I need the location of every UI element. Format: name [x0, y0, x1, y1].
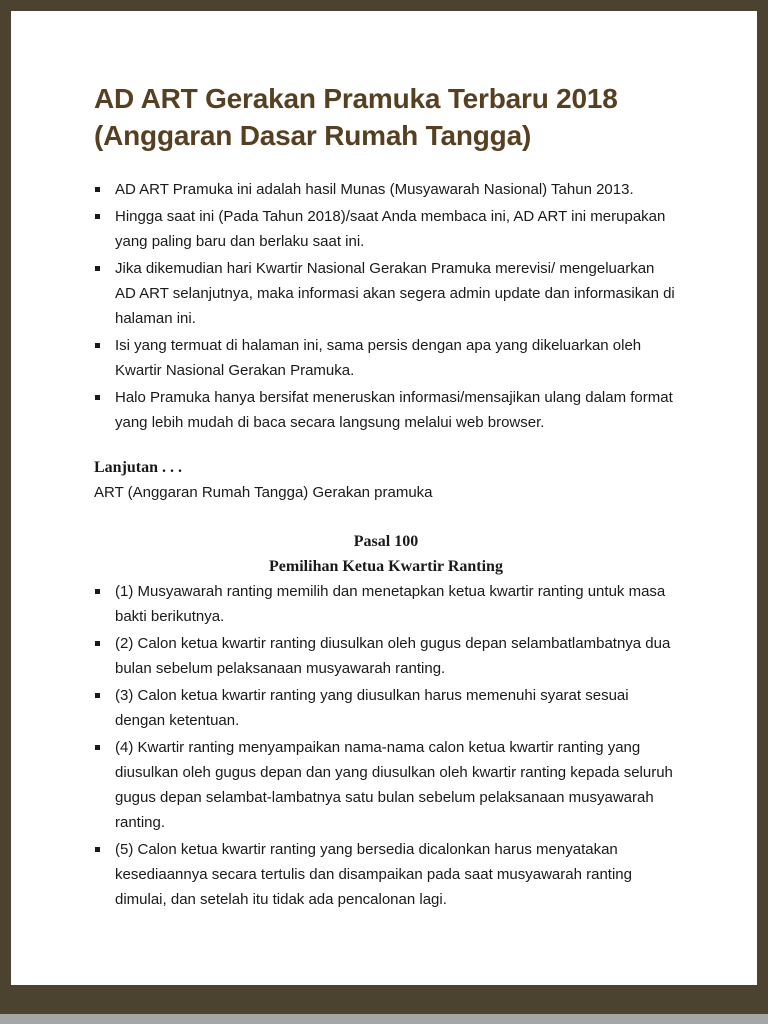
- bullet-square-icon: [95, 847, 100, 852]
- list-item: [94, 631, 678, 681]
- pasal-bullet-list: [94, 579, 678, 912]
- intro-bullet-list: [94, 177, 678, 435]
- list-item-text: (5) Calon ketua kwartir ranting yang bersedia dicalonkan harus menyatakan kesediaannya secara tertulis dan disampaikan pada saat musyawarah ranting dimulai, dan setelah itu tidak ada pencalonan lagi.: [115, 841, 632, 908]
- pasal-number-heading: Pasal 100: [353, 533, 419, 550]
- list-item: [94, 837, 678, 912]
- list-item-text: Jika dikemudian hari Kwartir Nasional Gerakan Pramuka merevisi/ mengeluarkan AD ART selanjutnya, maka informasi akan segera admin update dan informasikan di halaman ini.: [115, 260, 675, 327]
- pasal-title-heading: Pemilihan Ketua Kwartir Ranting: [269, 558, 503, 575]
- list-item-text: (4) Kwartir ranting menyampaikan nama-nama calon ketua kwartir ranting yang diusulkan oleh gugus depan dan yang diusulkan oleh kwartir ranting kepada seluruh gugus depan selambat-lambatnya satu bulan sebelum pelaksanaan musyawarah ranting.: [115, 739, 673, 831]
- document-page: [11, 11, 757, 985]
- document-title: AD ART Gerakan Pramuka Terbaru 2018 (Anggaran Dasar Rumah Tangga): [94, 83, 618, 151]
- list-item: [94, 579, 678, 629]
- bullet-square-icon: [95, 266, 100, 271]
- list-item-text: (1) Musyawarah ranting memilih dan menetapkan ketua kwartir ranting untuk masa bakti berikutnya.: [115, 583, 666, 625]
- lanjutan-heading: Lanjutan . . .: [94, 459, 183, 476]
- bullet-square-icon: [95, 693, 100, 698]
- list-item-text: AD ART Pramuka ini adalah hasil Munas (Musyawarah Nasional) Tahun 2013.: [115, 181, 634, 198]
- bullet-square-icon: [95, 395, 100, 400]
- bullet-square-icon: [95, 343, 100, 348]
- list-item: [94, 735, 678, 835]
- bottom-gray-bar: [0, 1014, 768, 1024]
- list-item: [94, 204, 678, 254]
- list-item: [94, 256, 678, 331]
- bullet-square-icon: [95, 589, 100, 594]
- list-item: [94, 683, 678, 733]
- list-item: [94, 177, 678, 202]
- list-item-text: (3) Calon ketua kwartir ranting yang diusulkan harus memenuhi syarat sesuai dengan ketentuan.: [115, 687, 629, 729]
- bullet-square-icon: [95, 214, 100, 219]
- lanjutan-subtitle: ART (Anggaran Rumah Tangga) Gerakan pramuka: [94, 484, 433, 501]
- list-item: [94, 385, 678, 435]
- bullet-square-icon: [95, 641, 100, 646]
- list-item-text: Hingga saat ini (Pada Tahun 2018)/saat Anda membaca ini, AD ART ini merupakan yang paling baru dan berlaku saat ini.: [115, 208, 666, 250]
- bullet-square-icon: [95, 187, 100, 192]
- list-item-text: Isi yang termuat di halaman ini, sama persis dengan apa yang dikeluarkan oleh Kwartir Nasional Gerakan Pramuka.: [115, 337, 642, 379]
- list-item: [94, 333, 678, 383]
- list-item-text: (2) Calon ketua kwartir ranting diusulkan oleh gugus depan selambatlambatnya dua bulan sebelum pelaksanaan musyawarah ranting.: [115, 635, 671, 677]
- list-item-text: Halo Pramuka hanya bersifat meneruskan informasi/mensajikan ulang dalam format yang lebih mudah di baca secara langsung melalui web browser.: [115, 389, 673, 431]
- bullet-square-icon: [95, 745, 100, 750]
